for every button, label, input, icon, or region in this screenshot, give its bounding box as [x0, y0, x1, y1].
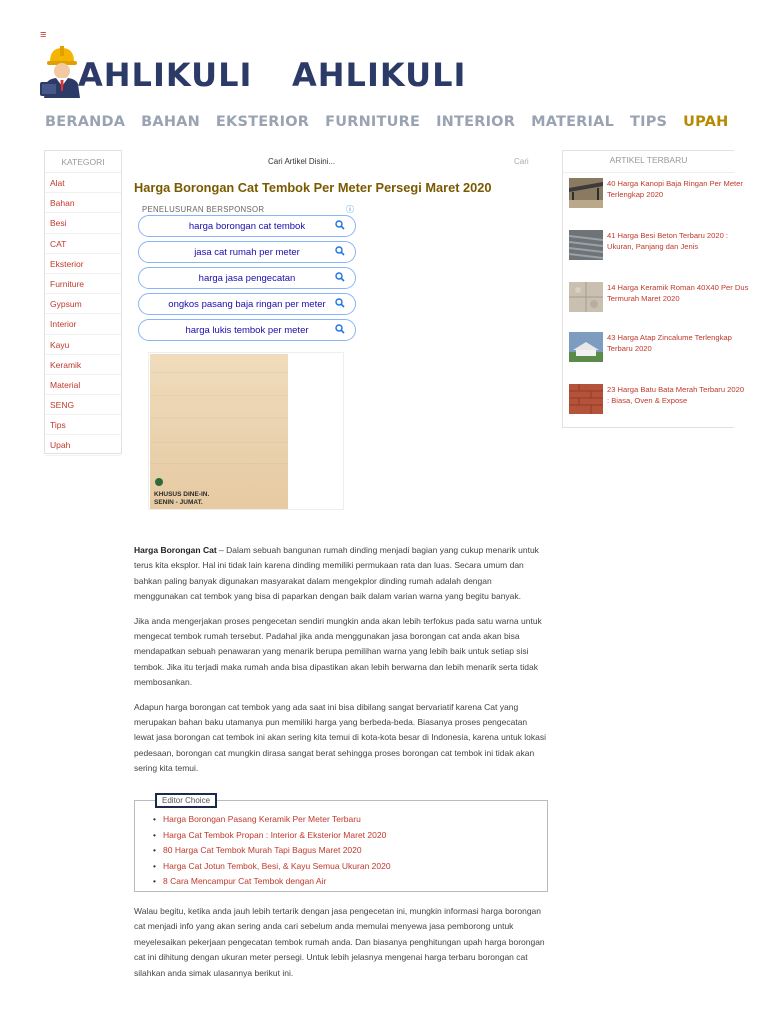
article-paragraph: Walau begitu, ketika anda jauh lebih tertarik dengan jasa pengecetan ini, mungkin informasi harga borongan cat menjadi info yang akan sering anda cari sebelum anda memulai menyewa jasa pemborong untuk meyelesaikan pekerjaan pengecatan tembok rumah anda. Dan biasanya penghitungan upah harga borongan cat ini dihitung dengan ukuran meter persegi. Untuk lebih jelasnya mengenai harga terbaru borongan cat silahkan anda simak ulasannya berikut ini. [134, 906, 545, 978]
recent-article-link[interactable]: 41 Harga Besi Beton Terbaru 2020 : Ukuran, Panjang dan Jenis [607, 231, 729, 251]
ad-banner[interactable] [148, 352, 344, 510]
editor-choice-link[interactable]: • Harga Cat Jotun Tembok, Besi, & Kayu Semua Ukuran 2020 [153, 859, 391, 875]
recent-articles-sidebar [562, 150, 749, 428]
article-paragraph: Adapun harga borongan cat tembok yang ada saat ini bisa dibilang sangat bervariatif karena Cat yang merupakan bahan baku utamanya pun memiliki harga yang berbeda-beda. Biasanya proses pengecatan lewat jasa borongan cat tembok ini akan sering kita temui di kota-kota besar di Indonesia, karena untuk lokasi pedesaan, borongan cat mungkin dirasa sangat berat sehingga proses borongan cat tembok ini tidak akan sering kita temui. [134, 701, 547, 774]
category-link-interior[interactable]: Interior [45, 314, 121, 334]
ad-image [150, 354, 288, 509]
recent-article-link[interactable]: 14 Harga Keramik Roman 40X40 Per Dus Termurah Maret 2020 [607, 283, 749, 303]
recent-article-item[interactable] [569, 282, 749, 318]
sponsored-label: PENELUSURAN BERSPONSOR [142, 205, 265, 214]
ad-text-line-1: KHUSUS DINE-IN. [154, 491, 210, 498]
red-brick-thumbnail-image [569, 384, 603, 414]
search-input[interactable]: Cari Artikel Disini... [268, 157, 336, 166]
logo-wordmark: AHLIKULI [78, 56, 253, 94]
category-link-upah[interactable]: Upah [45, 435, 121, 455]
editor-choice-link[interactable]: • Harga Borongan Pasang Keramik Per Meter Terbaru [153, 812, 391, 828]
sponsored-query-button[interactable] [138, 319, 356, 341]
editor-choice-link[interactable]: • Harga Cat Tembok Propan : Interior & Eksterior Maret 2020 [153, 828, 391, 844]
article-title: Harga Borongan Cat Tembok Per Meter Persegi Maret 2020 [134, 180, 492, 195]
category-link-seng[interactable]: SENG [45, 395, 121, 415]
hamburger-menu-icon[interactable]: ≡ [40, 29, 47, 41]
category-link-cat[interactable]: CAT [45, 234, 121, 254]
site-logo[interactable] [38, 42, 538, 98]
article-keyword: Harga Borongan Cat [134, 545, 217, 555]
nav-item-bahan[interactable]: BAHAN [141, 114, 200, 130]
article-paragraph: Jika anda mengerjakan proses pengecetan sendiri mungkin anda akan lebih terfokus pada satu warna untuk mengecat tembok rumah tersebut. Padahal jika anda menggunakan jasa borongan cat anda akan bisa mendapatkan sebuah penawaran yang menarik berupa pemilihan warna yang lebih baik untuk setiap sisi tembok. Jika itu terjadi maka rumah anda bisa dipastikan akan lebih berwarna dan lebih menarik serta tidak membosankan. [134, 615, 542, 688]
editor-choice-box [134, 796, 548, 892]
ad-text-line-2: SENIN - JUMAT. [154, 499, 203, 506]
sponsored-query-button[interactable] [138, 241, 356, 263]
recent-article-item[interactable] [569, 332, 735, 368]
sponsored-search-block [142, 205, 356, 336]
category-sidebar-title: KATEGORI [45, 151, 121, 173]
nav-item-material[interactable]: MATERIAL [531, 114, 615, 130]
recent-article-link[interactable]: 23 Harga Batu Bata Merah Terbaru 2020 : Biasa, Oven & Expose [607, 385, 745, 405]
category-link-bahan[interactable]: Bahan [45, 193, 121, 213]
sponsored-query-text: jasa cat rumah per meter [194, 246, 300, 258]
recent-article-item[interactable] [569, 178, 743, 214]
nav-item-furniture[interactable]: FURNITURE [325, 114, 421, 130]
recent-article-item[interactable] [569, 384, 745, 420]
recent-article-link[interactable]: 40 Harga Kanopi Baja Ringan Per Meter Terlengkap 2020 [607, 179, 743, 199]
ad-brand-logo-icon [155, 478, 163, 486]
rebar-thumbnail-image [569, 230, 603, 260]
category-link-tips[interactable]: Tips [45, 415, 121, 435]
nav-item-upah[interactable]: UPAH [683, 114, 729, 130]
ad-info-icon[interactable]: ⓘ [346, 205, 354, 214]
sponsored-query-text: harga lukis tembok per meter [185, 324, 309, 336]
editor-choice-label: Editor Choice [155, 793, 217, 808]
article-body [134, 543, 546, 786]
category-link-besi[interactable]: Besi [45, 213, 121, 233]
zincalume-roof-thumbnail-image [569, 332, 603, 362]
sponsored-query-button[interactable] [138, 267, 356, 289]
nav-item-tips[interactable]: TIPS [630, 114, 668, 130]
category-link-furniture[interactable]: Furniture [45, 274, 121, 294]
article-paragraph: Harga Borongan Cat – Dalam sebuah bangunan rumah dinding menjadi bagian yang cukup menarik untuk terus kita eksplor. Hal ini tidak lain karena dinding memiliki permukaan rata dan luas. Secara umum dan bahkan paling banyak digunakan masyarakat dalam mengekplor dinding rumah adalah dengan menggunakan cat tembok yang bisa di paparkan dengan baik dalam varian warna yang begitu banyak. [134, 545, 539, 602]
sponsored-query-button[interactable] [138, 215, 356, 237]
sponsored-query-button[interactable] [138, 293, 356, 315]
search-icon [335, 246, 347, 258]
category-link-alat[interactable]: Alat [45, 173, 121, 193]
sponsored-query-text: harga jasa pengecatan [198, 272, 296, 284]
category-sidebar [44, 150, 122, 454]
search-form [134, 156, 534, 174]
logo-wordmark-duplicate: AHLIKULI [292, 56, 467, 94]
search-icon [335, 298, 347, 310]
main-nav [45, 114, 728, 130]
search-icon [335, 220, 347, 232]
search-button[interactable]: Cari [514, 157, 529, 166]
ceramic-tile-thumbnail-image [569, 282, 603, 312]
search-icon [335, 272, 347, 284]
editor-choice-link[interactable]: • 80 Harga Cat Tembok Murah Tapi Bagus Maret 2020 [153, 843, 391, 859]
category-link-gypsum[interactable]: Gypsum [45, 294, 121, 314]
category-link-keramik[interactable]: Keramik [45, 355, 121, 375]
search-icon [335, 324, 347, 336]
editor-choice-link[interactable]: • 8 Cara Mencampur Cat Tembok dengan Air [153, 874, 391, 890]
category-link-material[interactable]: Material [45, 375, 121, 395]
nav-item-eksterior[interactable]: EKSTERIOR [215, 114, 310, 130]
category-link-kayu[interactable]: Kayu [45, 335, 121, 355]
sponsored-query-text: ongkos pasang baja ringan per meter [168, 298, 326, 310]
canopy-thumbnail-image [569, 178, 603, 208]
recent-article-link[interactable]: 43 Harga Atap Zincalume Terlengkap Terbaru 2020 [607, 333, 732, 353]
nav-item-beranda[interactable]: BERANDA [45, 114, 126, 130]
recent-articles-title: ARTIKEL TERBARU [563, 151, 734, 173]
nav-item-interior[interactable]: INTERIOR [436, 114, 516, 130]
sponsored-query-text: harga borongan cat tembok [188, 220, 306, 232]
category-link-eksterior[interactable]: Eksterior [45, 254, 121, 274]
recent-article-item[interactable] [569, 230, 735, 266]
